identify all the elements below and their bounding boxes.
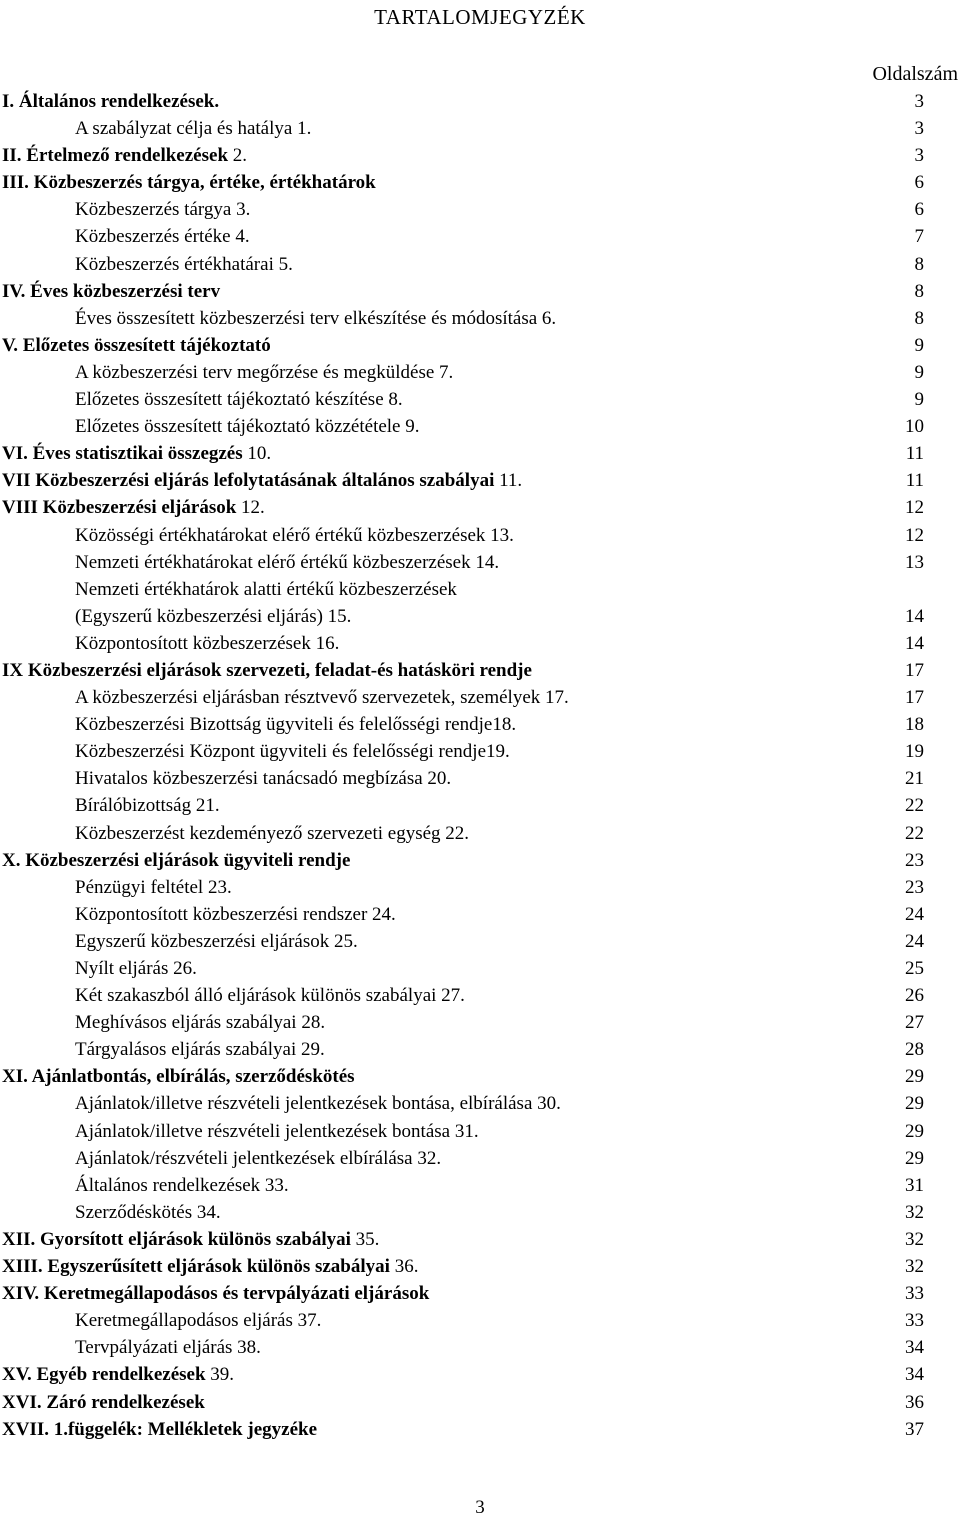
toc-entry-title bbox=[75, 522, 525, 549]
toc-entry[interactable] bbox=[0, 711, 960, 738]
toc-entry[interactable] bbox=[0, 1253, 960, 1280]
toc-entry-heading: XV. Egyéb rendelkezések bbox=[2, 1364, 206, 1386]
toc-entry-title bbox=[75, 765, 462, 792]
toc-entry-label: Ajánlatok/illetve részvételi jelentkezések bontása 31. bbox=[75, 1120, 479, 1142]
toc-entry[interactable] bbox=[0, 169, 960, 196]
toc-entry[interactable] bbox=[0, 1416, 960, 1443]
toc-entry-page-number: 12 bbox=[905, 524, 924, 546]
toc-entry[interactable] bbox=[0, 1090, 960, 1117]
toc-entry-page-number: 11 bbox=[905, 470, 924, 492]
toc-entry-page-number: 27 bbox=[905, 1012, 924, 1034]
toc-entry[interactable] bbox=[0, 1389, 960, 1416]
toc-entry-label: Közbeszerzési Központ ügyviteli és felelősségi rendje19. bbox=[75, 741, 510, 763]
toc-entry-title bbox=[75, 738, 521, 765]
toc-entry[interactable] bbox=[0, 684, 960, 711]
toc-entry[interactable] bbox=[0, 1280, 960, 1307]
toc-entry-label: Éves összesített közbeszerzési terv elkészítése és módosítása 6. bbox=[75, 307, 557, 329]
toc-entry-title bbox=[2, 169, 376, 196]
toc-entry-title bbox=[75, 928, 369, 955]
toc-entry[interactable] bbox=[0, 440, 960, 467]
toc-entry-heading: XIII. Egyszerűsített eljárások különös szabályai bbox=[2, 1256, 390, 1278]
toc-entry-label: Általános rendelkezések 33. bbox=[75, 1174, 289, 1196]
toc-entry-page-number: 28 bbox=[905, 1039, 924, 1061]
toc-entry-heading: XIV. Keretmegállapodásos és tervpályázati eljárások bbox=[2, 1283, 430, 1305]
toc-entry[interactable] bbox=[0, 603, 960, 630]
toc-entry-title bbox=[2, 1389, 205, 1416]
toc-entry[interactable] bbox=[0, 1036, 960, 1063]
toc-entry-page-number: 14 bbox=[905, 605, 924, 627]
toc-entry-label: Hivatalos közbeszerzési tanácsadó megbízása 20. bbox=[75, 768, 452, 790]
toc-entry-heading: XVI. Záró rendelkezések bbox=[2, 1391, 205, 1413]
toc-entry-page-number: 29 bbox=[905, 1147, 924, 1169]
toc-entry-page-number: 8 bbox=[914, 307, 924, 329]
toc-entry-label: Központosított közbeszerzési rendszer 24. bbox=[75, 903, 396, 925]
toc-entry-page-number: 8 bbox=[914, 280, 924, 302]
toc-entry-title bbox=[75, 901, 407, 928]
toc-entry[interactable] bbox=[0, 1199, 960, 1226]
toc-entry-title bbox=[75, 251, 304, 278]
toc-entry[interactable] bbox=[0, 874, 960, 901]
toc-entry-title bbox=[75, 1307, 332, 1334]
toc-entry-heading: XII. Gyorsított eljárások különös szabályai bbox=[2, 1228, 351, 1250]
toc-entry-page-number: 24 bbox=[905, 930, 924, 952]
page-number: 3 bbox=[475, 1497, 485, 1518]
toc-entry[interactable] bbox=[0, 792, 960, 819]
toc-entry-label: A közbeszerzési eljárásban résztvevő szervezetek, személyek 17. bbox=[75, 687, 569, 709]
toc-entry-page-number: 8 bbox=[914, 253, 924, 275]
toc-entry[interactable] bbox=[0, 820, 960, 847]
toc-entry-title bbox=[75, 982, 476, 1009]
toc-entry-title bbox=[2, 1253, 429, 1280]
toc-entry-title bbox=[75, 115, 322, 142]
toc-entry[interactable] bbox=[0, 196, 960, 223]
toc-entry-page-number: 32 bbox=[905, 1201, 924, 1223]
toc-entry[interactable] bbox=[0, 413, 960, 440]
toc-entry-title bbox=[75, 413, 431, 440]
toc-entry-page-number: 9 bbox=[914, 389, 924, 411]
toc-entry-label: Közösségi értékhatárokat elérő értékű közbeszerzések 13. bbox=[75, 524, 514, 546]
toc-entry-label: Előzetes összesített tájékoztató készítése 8. bbox=[75, 389, 403, 411]
toc-entry[interactable] bbox=[0, 278, 960, 305]
toc-entry-title bbox=[75, 603, 362, 630]
toc-entry[interactable] bbox=[0, 142, 960, 169]
toc-entry-title bbox=[2, 332, 271, 359]
toc-entry-label: Ajánlatok/illetve részvételi jelentkezések bontása, elbírálása 30. bbox=[75, 1093, 561, 1115]
toc-entry-label: Központosított közbeszerzések 16. bbox=[75, 632, 340, 654]
toc-entry-label: Pénzügyi feltétel 23. bbox=[75, 876, 232, 898]
toc-entry-page-number: 36 bbox=[905, 1391, 924, 1413]
toc-entry[interactable] bbox=[0, 1361, 960, 1388]
toc-entry-heading: III. Közbeszerzés tárgya, értéke, értékhatárok bbox=[2, 172, 376, 194]
toc-entry-label: Közbeszerzés értékhatárai 5. bbox=[75, 253, 293, 275]
toc-entry[interactable] bbox=[0, 494, 960, 521]
toc-entry-page-number: 18 bbox=[905, 714, 924, 736]
toc-entry-title bbox=[2, 440, 282, 467]
toc-entry[interactable] bbox=[0, 359, 960, 386]
toc-entry-title bbox=[75, 386, 414, 413]
toc-entry-title bbox=[2, 88, 219, 115]
toc-entry-page-number: 3 bbox=[914, 118, 924, 140]
toc-entry-label: Közbeszerzés értéke 4. bbox=[75, 226, 250, 248]
toc-entry[interactable] bbox=[0, 1226, 960, 1253]
toc-entry-label: Előzetes összesített tájékoztató közzététele 9. bbox=[75, 416, 420, 438]
toc-entry-label: (Egyszerű közbeszerzési eljárás) 15. bbox=[75, 605, 352, 627]
toc-entry-page-number: 9 bbox=[914, 334, 924, 356]
toc-entry[interactable] bbox=[0, 223, 960, 250]
toc-entry-label: 35. bbox=[350, 1228, 380, 1250]
toc-entry[interactable] bbox=[0, 1307, 960, 1334]
toc-entry-page-number: 34 bbox=[905, 1364, 924, 1386]
toc-entry-label: Szerződéskötés 34. bbox=[75, 1201, 221, 1223]
toc-entry-page-number: 17 bbox=[905, 687, 924, 709]
toc-entry-title bbox=[75, 305, 567, 332]
toc-entry-page-number: 6 bbox=[914, 199, 924, 221]
toc-entry-heading: V. Előzetes összesített tájékoztató bbox=[2, 334, 271, 356]
toc-entry-title bbox=[75, 549, 510, 576]
toc-entry-label: Közbeszerzés tárgya 3. bbox=[75, 199, 251, 221]
toc-entry[interactable] bbox=[0, 955, 960, 982]
toc-entry-heading: X. Közbeszerzési eljárások ügyviteli rendje bbox=[2, 849, 351, 871]
toc-entry[interactable] bbox=[0, 847, 960, 874]
toc-entry-page-number: 32 bbox=[905, 1256, 924, 1278]
toc-entry-page-number: 26 bbox=[905, 985, 924, 1007]
toc-entry-title bbox=[2, 1063, 355, 1090]
toc-entry-title bbox=[2, 657, 532, 684]
toc-entry-heading: II. Értelmező rendelkezések bbox=[2, 145, 229, 167]
toc-entry-title bbox=[75, 1118, 490, 1145]
toc-entry[interactable] bbox=[0, 765, 960, 792]
toc-entry[interactable] bbox=[0, 928, 960, 955]
page-column-header: Oldalszám bbox=[872, 63, 958, 85]
toc-entry-page-number: 33 bbox=[905, 1310, 924, 1332]
toc-entry-label: Nemzeti értékhatárokat elérő értékű közbeszerzések 14. bbox=[75, 551, 500, 573]
toc-entry-page-number: 9 bbox=[914, 361, 924, 383]
toc-entry[interactable] bbox=[0, 657, 960, 684]
toc-entry-title bbox=[75, 196, 261, 223]
toc-entry-title bbox=[2, 1226, 390, 1253]
toc-entry[interactable] bbox=[0, 1145, 960, 1172]
table-of-contents bbox=[0, 88, 960, 1443]
toc-entry[interactable] bbox=[0, 305, 960, 332]
toc-entry-page-number: 24 bbox=[905, 903, 924, 925]
toc-entry-page-number: 11 bbox=[905, 443, 924, 465]
toc-entry-page-number: 17 bbox=[905, 659, 924, 681]
toc-entry-page-number: 32 bbox=[905, 1228, 924, 1250]
toc-entry[interactable] bbox=[0, 1063, 960, 1090]
toc-entry-label: Tárgyalásos eljárás szabályai 29. bbox=[75, 1039, 325, 1061]
toc-entry-page-number: 21 bbox=[905, 768, 924, 790]
toc-entry-title bbox=[2, 278, 220, 305]
toc-entry-label: Bírálóbizottság 21. bbox=[75, 795, 220, 817]
toc-entry-title bbox=[75, 359, 464, 386]
toc-entry[interactable] bbox=[0, 467, 960, 494]
toc-entry-page-number: 14 bbox=[905, 632, 924, 654]
toc-entry-heading: VII Közbeszerzési eljárás lefolytatásának általános szabályai bbox=[2, 470, 495, 492]
toc-entry-heading: XI. Ajánlatbontás, elbírálás, szerződéskötés bbox=[2, 1066, 355, 1088]
toc-entry[interactable] bbox=[0, 251, 960, 278]
page-title: TARTALOMJEGYZÉK bbox=[374, 5, 586, 29]
toc-entry-label: Ajánlatok/részvételi jelentkezések elbírálása 32. bbox=[75, 1147, 442, 1169]
toc-entry-title bbox=[2, 1280, 429, 1307]
toc-entry[interactable] bbox=[0, 88, 960, 115]
toc-entry-label: 39. bbox=[205, 1364, 235, 1386]
toc-entry-title bbox=[2, 847, 350, 874]
toc-entry[interactable] bbox=[0, 982, 960, 1009]
toc-entry-title bbox=[75, 1009, 336, 1036]
toc-entry[interactable] bbox=[0, 386, 960, 413]
toc-entry[interactable] bbox=[0, 549, 960, 576]
toc-entry-title bbox=[75, 630, 350, 657]
toc-entry[interactable] bbox=[0, 522, 960, 549]
toc-entry[interactable] bbox=[0, 738, 960, 765]
toc-entry-page-number: 29 bbox=[905, 1120, 924, 1142]
toc-entry-title bbox=[75, 1334, 272, 1361]
toc-entry-label: 10. bbox=[242, 443, 272, 465]
toc-entry-label: Közbeszerzési Bizottság ügyviteli és felelősségi rendje18. bbox=[75, 714, 517, 736]
toc-entry-page-number: 31 bbox=[905, 1174, 924, 1196]
toc-entry-heading: VI. Éves statisztikai összegzés bbox=[2, 443, 243, 465]
toc-entry-title bbox=[2, 467, 533, 494]
toc-entry-page-number: 29 bbox=[905, 1093, 924, 1115]
toc-entry-page-number: 13 bbox=[905, 551, 924, 573]
toc-entry-label: 36. bbox=[389, 1256, 419, 1278]
toc-entry-label: A szabályzat célja és hatálya 1. bbox=[75, 118, 312, 140]
toc-entry-label: Meghívásos eljárás szabályai 28. bbox=[75, 1012, 326, 1034]
toc-entry-title bbox=[75, 1090, 572, 1117]
toc-entry-title bbox=[2, 494, 276, 521]
toc-entry-label: Közbeszerzést kezdeményező szervezeti egység 22. bbox=[75, 822, 470, 844]
toc-entry-label: A közbeszerzési terv megőrzése és megküldése 7. bbox=[75, 361, 454, 383]
toc-entry-page-number: 10 bbox=[905, 416, 924, 438]
toc-entry-heading: IX Közbeszerzési eljárások szervezeti, feladat-és hatásköri rendje bbox=[2, 659, 532, 681]
toc-entry-page-number: 3 bbox=[914, 91, 924, 112]
toc-entry-title bbox=[2, 142, 258, 169]
toc-entry-label: Nemzeti értékhatárok alatti értékű közbeszerzések bbox=[75, 578, 457, 600]
toc-entry-page-number: 19 bbox=[905, 741, 924, 763]
toc-entry-label: Tervpályázati eljárás 38. bbox=[75, 1337, 261, 1359]
toc-entry-title bbox=[75, 223, 261, 250]
toc-entry[interactable] bbox=[0, 115, 960, 142]
toc-entry[interactable] bbox=[0, 576, 960, 603]
toc-entry-page-number: 23 bbox=[905, 849, 924, 871]
toc-entry-label: Keretmegállapodásos eljárás 37. bbox=[75, 1310, 322, 1332]
toc-entry-page-number: 37 bbox=[905, 1418, 924, 1440]
toc-entry-page-number: 6 bbox=[914, 172, 924, 194]
toc-entry-page-number: 12 bbox=[905, 497, 924, 519]
toc-entry-page-number: 34 bbox=[905, 1337, 924, 1359]
toc-entry-title bbox=[75, 684, 580, 711]
toc-entry-page-number: 22 bbox=[905, 795, 924, 817]
toc-entry[interactable] bbox=[0, 1118, 960, 1145]
toc-entry-page-number: 7 bbox=[914, 226, 924, 248]
toc-entry-title bbox=[75, 955, 208, 982]
toc-entry-title bbox=[75, 820, 480, 847]
toc-entry-heading: VIII Közbeszerzési eljárások bbox=[2, 497, 237, 519]
toc-entry-label: 2. bbox=[228, 145, 248, 167]
toc-entry-heading: I. Általános rendelkezések. bbox=[2, 91, 220, 112]
toc-entry-heading: IV. Éves közbeszerzési terv bbox=[2, 280, 221, 302]
toc-entry[interactable] bbox=[0, 1009, 960, 1036]
toc-entry-page-number: 23 bbox=[905, 876, 924, 898]
toc-entry-title bbox=[75, 711, 527, 738]
toc-entry-title bbox=[2, 1416, 317, 1443]
toc-entry[interactable] bbox=[0, 1334, 960, 1361]
toc-entry[interactable] bbox=[0, 630, 960, 657]
toc-entry-title bbox=[75, 1036, 336, 1063]
toc-entry-label: 12. bbox=[236, 497, 265, 519]
toc-entry-title bbox=[75, 1199, 232, 1226]
toc-entry[interactable] bbox=[0, 901, 960, 928]
toc-entry-page-number: 33 bbox=[905, 1283, 924, 1305]
toc-entry-label: Nyílt eljárás 26. bbox=[75, 958, 197, 979]
toc-entry-title bbox=[75, 1145, 452, 1172]
toc-entry-label: Egyszerű közbeszerzési eljárások 25. bbox=[75, 930, 358, 952]
toc-entry-label: Két szakaszból álló eljárások különös szabályai 27. bbox=[75, 985, 465, 1007]
toc-entry-label: 11. bbox=[494, 470, 523, 492]
toc-entry-title bbox=[75, 874, 243, 901]
toc-entry[interactable] bbox=[0, 332, 960, 359]
toc-entry-title bbox=[75, 576, 457, 603]
toc-entry-title bbox=[2, 1361, 245, 1388]
toc-entry-page-number: 25 bbox=[905, 958, 924, 979]
toc-entry-title bbox=[75, 792, 231, 819]
toc-entry-heading: XVII. 1.függelék: Mellékletek jegyzéke bbox=[2, 1418, 318, 1440]
toc-entry-page-number: 22 bbox=[905, 822, 924, 844]
toc-entry[interactable] bbox=[0, 1172, 960, 1199]
toc-entry-title bbox=[75, 1172, 300, 1199]
toc-entry-page-number: 3 bbox=[914, 145, 924, 167]
toc-entry-page-number: 29 bbox=[905, 1066, 924, 1088]
